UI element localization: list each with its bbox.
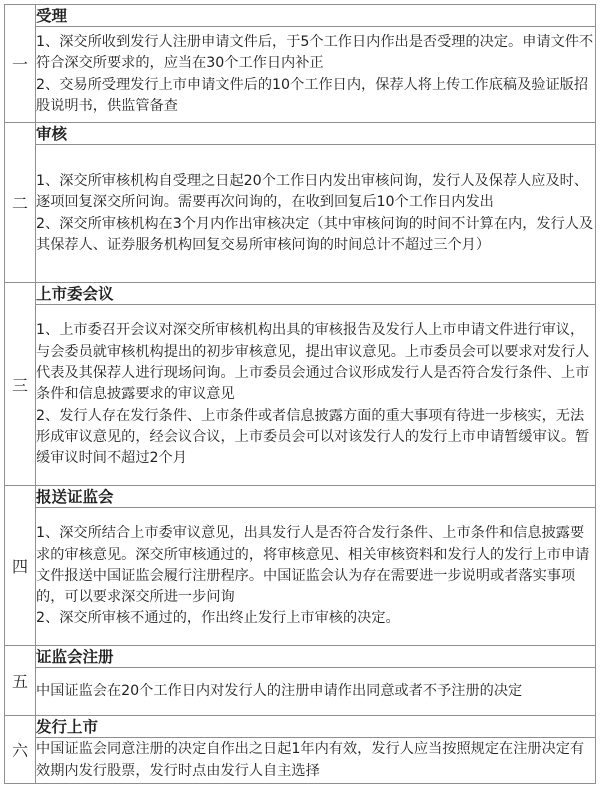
- paragraph: 1、深交所结合上市委审议意见，出具发行人是否符合发行条件、上市条件和信息披露要求的审核意见。深交所审核通过的，将审核意见、相关审核资料和发行人的发行上市申请文件报送中国证监会履行注册程序。中国证监会认为存在需要进一步说明或者落实事项的，可以要求深交所进一步问询: [36, 525, 590, 606]
- paragraph: 2、发行人存在发行条件、上市条件或者信息披露方面的重大事项有待进一步核实，无法形成审议意见的，经会议合议，上市委员会可以对该发行人的发行上市申请暂缓审议。暂缓审议时间不超过2个月: [36, 407, 590, 467]
- section-number: 一: [5, 5, 36, 123]
- paragraph: 1、深交所收到发行人注册申请文件后，于5个工作日内作出是否受理的决定。申请文件不符合深交所要求的，应当在30个工作日内补正: [36, 33, 594, 72]
- section-1-title-row: [5, 5, 596, 27]
- section-body: [36, 508, 596, 646]
- section-number: 二: [5, 123, 36, 283]
- section-2-title-row: [5, 123, 596, 145]
- paragraph: 中国证监会同意注册的决定自作出之日起1年内有效，发行人应当按照规定在注册决定有效期内发行股票，发行时点由发行人自主选择: [36, 741, 585, 779]
- section-number: 六: [5, 716, 36, 784]
- section-number: 四: [5, 486, 36, 646]
- section-1-body-row: [5, 27, 596, 123]
- section-title: 审核: [36, 123, 596, 145]
- section-5-body-row: [5, 668, 596, 716]
- section-body: [36, 668, 596, 716]
- section-2-body-row: [5, 145, 596, 283]
- section-5-title-row: [5, 646, 596, 668]
- process-table: [4, 4, 596, 784]
- paragraph: 1、深交所审核机构自受理之日起20个工作日内发出审核问询，发行人及保荐人应及时、逐项回复深交所问询。需要再次问询的，在收到回复后10个工作日内发出: [36, 172, 589, 211]
- paragraph: 中国证监会在20个工作日内对发行人的注册申请作出同意或者不予注册的决定: [36, 682, 523, 699]
- section-title: 上市委会议: [36, 283, 596, 305]
- section-title: 受理: [36, 5, 596, 27]
- section-number: 五: [5, 646, 36, 716]
- section-body: [36, 738, 596, 784]
- section-body: [36, 305, 596, 486]
- section-number: 三: [5, 283, 36, 486]
- section-3-title-row: [5, 283, 596, 305]
- section-4-title-row: [5, 486, 596, 508]
- section-title: 报送证监会: [36, 486, 596, 508]
- paragraph: 2、深交所审核机构在3个月内作出审核决定（其中审核问询的时间不计算在内，发行人及其保荐人、证券服务机构回复交易所审核问询的时间总计不超过三个月）: [36, 215, 594, 253]
- section-3-body-row: [5, 305, 596, 486]
- paragraph: 2、交易所受理发行上市申请文件后的10个工作日内，保荐人将上传工作底稿及验证版招股说明书，供监管备查: [36, 76, 589, 114]
- section-title: 发行上市: [36, 716, 596, 738]
- paragraph: 2、深交所审核不通过的，作出终止发行上市审核的决定。: [36, 610, 400, 627]
- section-6-body-row: [5, 738, 596, 784]
- section-body: [36, 27, 596, 123]
- section-6-title-row: [5, 716, 596, 738]
- section-title: 证监会注册: [36, 646, 596, 668]
- paragraph: 1、上市委召开会议对深交所审核机构出具的审核报告及发行人上市申请文件进行审议，与会委员就审核机构提出的初步审核意见，提出审议意见。上市委员会可以要求对发行人代表及其保荐人进行现场问询。上市委员会通过合议形成发行人是否符合发行条件、上市条件和信息披露要求的审议意见: [36, 322, 590, 403]
- section-body: [36, 145, 596, 283]
- section-4-body-row: [5, 508, 596, 646]
